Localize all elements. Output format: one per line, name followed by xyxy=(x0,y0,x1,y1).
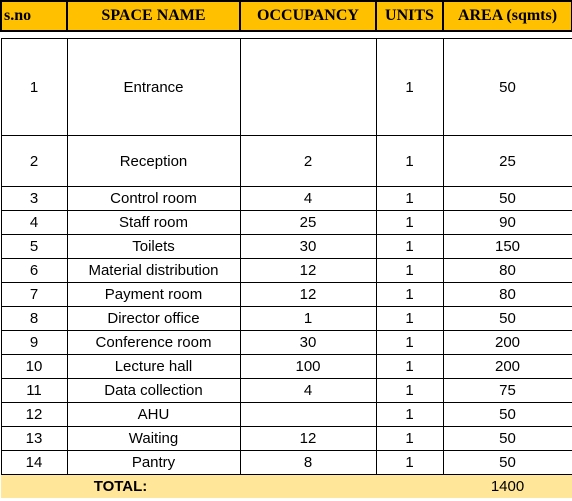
cell-sno: 9 xyxy=(1,331,67,355)
cell-space-name: Payment room xyxy=(67,283,240,307)
table-row xyxy=(1,451,572,475)
cell-space-name: Material distribution xyxy=(67,259,240,283)
cell-units: 1 xyxy=(376,283,443,307)
cell-space-name: Staff room xyxy=(67,211,240,235)
cell-units: 1 xyxy=(376,451,443,475)
cell-units: 1 xyxy=(376,39,443,136)
cell-area: 50 xyxy=(443,39,572,136)
spacer-cell xyxy=(443,31,572,39)
cell-occupancy: 12 xyxy=(240,259,376,283)
header-occupancy: OCCUPANCY xyxy=(240,1,376,31)
spacer-cell xyxy=(67,31,240,39)
cell-sno: 6 xyxy=(1,259,67,283)
header-units: UNITS xyxy=(376,1,443,31)
cell-occupancy xyxy=(240,39,376,136)
cell-units: 1 xyxy=(376,307,443,331)
cell-area: 50 xyxy=(443,427,572,451)
cell-space-name: Toilets xyxy=(67,235,240,259)
header-area: AREA (sqmts) xyxy=(443,1,572,31)
table-row xyxy=(1,235,572,259)
table-row xyxy=(1,379,572,403)
table-header xyxy=(1,1,572,31)
table-row xyxy=(1,331,572,355)
cell-space-name: Data collection xyxy=(67,379,240,403)
table-row xyxy=(1,307,572,331)
total-value: 1400 xyxy=(443,475,572,498)
cell-occupancy xyxy=(240,403,376,427)
cell-occupancy: 4 xyxy=(240,187,376,211)
cell-space-name: Director office xyxy=(67,307,240,331)
cell-area: 50 xyxy=(443,403,572,427)
cell-area: 75 xyxy=(443,379,572,403)
cell-area: 150 xyxy=(443,235,572,259)
table-row xyxy=(1,187,572,211)
cell-space-name: Pantry xyxy=(67,451,240,475)
cell-sno: 2 xyxy=(1,136,67,187)
spacer-cell xyxy=(240,31,376,39)
total-row xyxy=(1,475,572,498)
cell-occupancy: 30 xyxy=(240,331,376,355)
table-row xyxy=(1,136,572,187)
cell-sno: 13 xyxy=(1,427,67,451)
cell-units: 1 xyxy=(376,187,443,211)
table-row xyxy=(1,355,572,379)
cell-sno: 3 xyxy=(1,187,67,211)
cell-occupancy: 8 xyxy=(240,451,376,475)
cell-occupancy: 4 xyxy=(240,379,376,403)
cell-space-name: Entrance xyxy=(67,39,240,136)
cell-sno: 4 xyxy=(1,211,67,235)
cell-space-name: Waiting xyxy=(67,427,240,451)
cell-units: 1 xyxy=(376,403,443,427)
cell-units: 1 xyxy=(376,427,443,451)
spacer-cell xyxy=(1,31,67,39)
cell-space-name: Reception xyxy=(67,136,240,187)
table-row xyxy=(1,403,572,427)
cell-space-name: Lecture hall xyxy=(67,355,240,379)
cell-occupancy: 1 xyxy=(240,307,376,331)
cell-area: 50 xyxy=(443,451,572,475)
cell-area: 200 xyxy=(443,355,572,379)
total-blank-cell xyxy=(240,475,443,498)
header-space-name: SPACE NAME xyxy=(67,1,240,31)
cell-occupancy: 30 xyxy=(240,235,376,259)
cell-sno: 14 xyxy=(1,451,67,475)
cell-sno: 12 xyxy=(1,403,67,427)
cell-space-name: Control room xyxy=(67,187,240,211)
table-row xyxy=(1,283,572,307)
cell-units: 1 xyxy=(376,331,443,355)
cell-units: 1 xyxy=(376,235,443,259)
cell-space-name: Conference room xyxy=(67,331,240,355)
cell-area: 80 xyxy=(443,259,572,283)
cell-area: 50 xyxy=(443,307,572,331)
table-row xyxy=(1,427,572,451)
cell-occupancy: 25 xyxy=(240,211,376,235)
cell-occupancy: 2 xyxy=(240,136,376,187)
header-sno: s.no xyxy=(1,1,67,31)
cell-sno: 5 xyxy=(1,235,67,259)
header-row xyxy=(1,1,572,31)
header-spacer-row xyxy=(1,31,572,39)
cell-occupancy: 12 xyxy=(240,427,376,451)
cell-units: 1 xyxy=(376,211,443,235)
cell-area: 200 xyxy=(443,331,572,355)
table-row xyxy=(1,211,572,235)
cell-occupancy: 100 xyxy=(240,355,376,379)
cell-units: 1 xyxy=(376,379,443,403)
table-body xyxy=(1,31,572,498)
spacer-cell xyxy=(376,31,443,39)
cell-units: 1 xyxy=(376,259,443,283)
cell-sno: 7 xyxy=(1,283,67,307)
cell-sno: 1 xyxy=(1,39,67,136)
cell-units: 1 xyxy=(376,355,443,379)
cell-sno: 10 xyxy=(1,355,67,379)
cell-space-name: AHU xyxy=(67,403,240,427)
cell-area: 90 xyxy=(443,211,572,235)
cell-area: 50 xyxy=(443,187,572,211)
cell-sno: 8 xyxy=(1,307,67,331)
cell-units: 1 xyxy=(376,136,443,187)
table-row xyxy=(1,39,572,136)
cell-occupancy: 12 xyxy=(240,283,376,307)
cell-area: 25 xyxy=(443,136,572,187)
cell-sno: 11 xyxy=(1,379,67,403)
table-row xyxy=(1,259,572,283)
total-label: TOTAL: xyxy=(1,475,240,498)
cell-area: 80 xyxy=(443,283,572,307)
